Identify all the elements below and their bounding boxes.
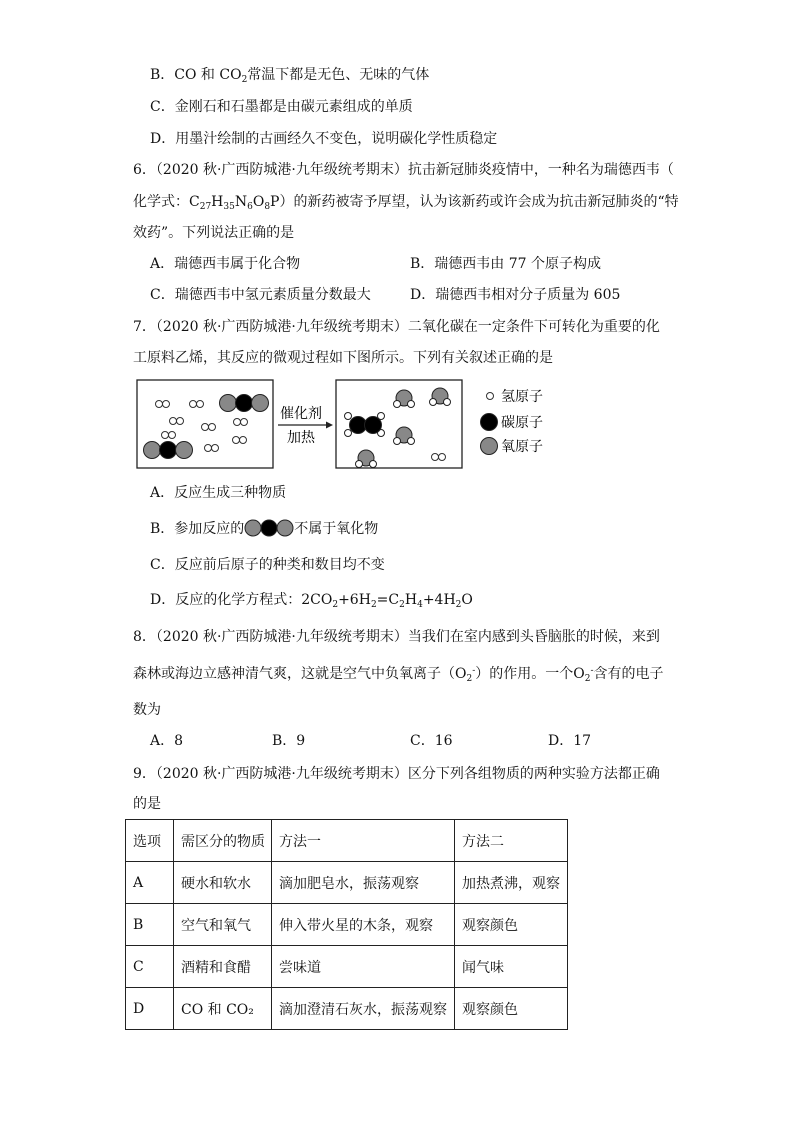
table-cell: C [126,946,174,988]
q7-option-a: A．反应生成三种物质 [150,485,287,501]
oxygen-ion-formula: $O_2^-$ [455,666,476,684]
table-cell: 观察颜色 [455,988,568,1030]
q6-stem-line2: 化学式：$C_{27}H_{35}N_6O_8P$）的新药被寄予厚望，认为该新药或许会成为抗击新冠肺炎的“特 [133,194,679,212]
q8-option-c: C．16 [410,733,453,749]
table-cell: 闻气味 [455,946,568,988]
q6-option-c: C．瑞德西韦中氢元素质量分数最大 [150,287,371,303]
q6-stem-line3: 效药”。下列说法正确的是 [133,225,295,241]
formula-subscript: 6 [247,202,253,212]
legend-hydrogen: 氢原子 [501,388,543,404]
reactant-co2-molecule-2 [144,442,193,459]
oxygen-ion-formula-2: $O_2^-$ [573,666,594,684]
heat-label: 加热 [287,429,315,445]
table-row [126,862,568,904]
table-cell: CO 和 CO₂ [174,988,272,1030]
formula-text: P [270,194,280,210]
formula-text: =C [376,592,400,608]
carbon-atom-icon [481,414,498,431]
table-row [126,946,568,988]
q6-formula [189,194,279,210]
table-cell: 滴加澄清石灰水，振荡观察 [272,988,455,1030]
table-row [126,904,568,946]
q8-option-b: B．9 [272,733,306,749]
q8-stem-line3: 数为 [133,702,161,718]
q8-option-a: A．8 [150,733,184,749]
legend-carbon: 碳原子 [501,414,543,430]
chemical-equation [301,592,473,608]
formula-text: O [461,592,473,608]
catalyst-label: 催化剂 [280,405,322,421]
oxygen-atom-icon [481,438,498,455]
co2-molecule-icon [244,518,294,538]
formula-text: C [189,194,200,210]
table-cell: 加热煮沸，观察 [455,862,568,904]
table-row [126,988,568,1030]
table-cell: B [126,904,174,946]
formula-text: H [404,592,418,608]
header-cell: 方法一 [272,820,455,862]
formula-subscript: 27 [199,202,212,212]
reactant-co2-molecule-1 [220,395,269,412]
q6-option-d: D．瑞德西韦相对分子质量为 605 [410,287,621,303]
q6-option-a: A．瑞德西韦属于化合物 [150,256,301,272]
q7-stem-line2: 工原料乙烯，其反应的微观过程如下图所示。下列有关叙述正确的是 [133,350,553,366]
formula-subscript: 2 [399,600,405,610]
formula-subscript: 2 [370,600,377,610]
formula-subscript: 8 [264,202,271,212]
table-cell: 滴加肥皂水，振荡观察 [272,862,455,904]
formula-text: H [211,194,224,210]
formula-text: +4H [422,592,456,608]
q9-stem-line2: 的是 [133,796,161,812]
legend-oxygen: 氧原子 [501,438,543,454]
header-cell: 方法二 [455,820,568,862]
table-cell: 硬水和软水 [174,862,272,904]
q8-stem-line2: 森林或海边立感神清气爽，这就是空气中负氧离子$(O_2^-)$的作用。一个$O_2^-$含有的电子 [133,666,664,684]
table-header-row [126,820,568,862]
hydrogen-atom-icon [487,393,494,400]
formula-subscript: 4 [417,600,423,610]
q5-option-c: C．金刚石和石墨都是由碳元素组成的单质 [150,99,413,115]
table-cell: 尝味道 [272,946,455,988]
formula-subscript: 2 [455,600,462,610]
q8-stem-line1: 8．（2020 秋·广西防城港·九年级统考期末）当我们在室内感到头昏脑胀的时候，来到 [133,629,660,645]
q7-option-c: C．反应前后原子的种类和数目均不变 [150,557,385,573]
table-cell: 空气和氧气 [174,904,272,946]
table-cell: A [126,862,174,904]
q7-stem-line1: 7．（2020 秋·广西防城港·九年级统考期末）二氧化碳在一定条件下可转化为重要的化 [133,319,660,335]
formula-text: O [252,194,265,210]
q6-stem-line1: 6．（2020 秋·广西防城港·九年级统考期末）抗击新冠肺炎疫情中，一种名为瑞德西韦（ [133,162,674,178]
formula-text: 2CO [301,592,333,608]
methods-table [125,819,568,1030]
formula-text: +6H [338,592,371,608]
table-cell: 酒精和食醋 [174,946,272,988]
formula-subscript: 35 [223,202,235,212]
formula-text: N [234,194,248,210]
table-cell: 伸入带火星的木条，观察 [272,904,455,946]
table-cell: D [126,988,174,1030]
table-cell: 观察颜色 [455,904,568,946]
header-cell: 需区分的物质 [174,820,272,862]
q5-option-b: B．CO 和 $CO_2$常温下都是无色、无味的气体 [150,67,430,85]
q8-option-d: D．17 [548,733,592,749]
q7-option-b: B．参加反应的 不属于氧化物 [150,518,378,539]
q7-option-d: D．反应的化学方程式：$2CO_2+6H_2=C_2H_4+4H_2O$ [150,592,473,610]
q5-option-d: D．用墨汁绘制的古画经久不变色，说明碳化学性质稳定 [150,131,498,147]
q6-option-b: B．瑞德西韦由 77 个原子构成 [410,256,602,272]
formula-subscript: 2 [332,600,339,610]
q9-stem-line1: 9．（2020 秋·广西防城港·九年级统考期末）区分下列各组物质的两种实验方法都正确 [133,766,660,782]
reaction-diagram [136,378,556,474]
header-cell: 选项 [126,820,174,862]
